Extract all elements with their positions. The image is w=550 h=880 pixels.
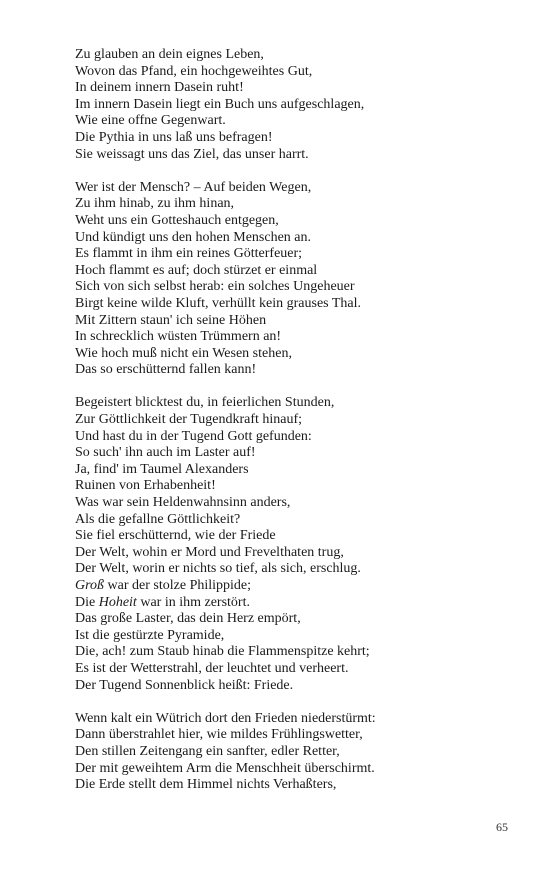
poem-line: Das große Laster, das dein Herz empört,: [75, 611, 301, 627]
poem-line: Ist die gestürzte Pyramide,: [75, 627, 225, 643]
poem-line: Zu ihm hinab, zu ihm hinan,: [75, 196, 235, 212]
poem-line: Als die gefallne Göttlichkeit?: [75, 511, 241, 527]
line-text: war in ihm zerstört.: [136, 594, 250, 610]
poem-line: [75, 595, 515, 612]
poem-line: Die Pythia in uns laß uns befragen!: [75, 129, 273, 145]
poem-line: Zur Göttlichkeit der Tugendkraft hinauf;: [75, 412, 303, 428]
italic-word: Hoheit: [98, 594, 137, 610]
poem-line: Ja, find' im Taumel Alexanders: [75, 461, 249, 477]
poem-line: Der Welt, wohin er Mord und Frevelthaten trug,: [75, 544, 344, 560]
poem-line: Sie fiel erschütternd, wie der Friede: [75, 528, 276, 544]
poem-line: Wenn kalt ein Wütrich dort den Frieden niederstürmt:: [75, 710, 376, 726]
poem-line: Ruinen von Erhabenheit!: [75, 478, 216, 494]
poem-line: In deinem innern Dasein ruht!: [75, 80, 244, 96]
poem-line: Die, ach! zum Staub hinab die Flammenspitze kehrt;: [75, 644, 370, 660]
poem-line: Und hast du in der Tugend Gott gefunden:: [75, 428, 312, 444]
poem-text: [75, 47, 515, 810]
poem-line: Der mit geweihtem Arm die Menschheit überschirmt.: [75, 760, 375, 776]
poem-line: Mit Zittern staun' ich seine Höhen: [75, 312, 267, 328]
poem-line: Sie weissagt uns das Ziel, das unser harrt.: [75, 146, 309, 162]
poem-line: Wovon das Pfand, ein hochgeweihtes Gut,: [75, 63, 313, 79]
poem-line: In schrecklich wüsten Trümmern an!: [75, 329, 282, 345]
poem-line: Wer ist der Mensch? – Auf beiden Wegen,: [75, 179, 312, 195]
poem-line: Es flammt in ihm ein reines Götterfeuer;: [75, 246, 303, 262]
poem-line: Den stillen Zeitengang ein sanfter, edler Retter,: [75, 743, 340, 759]
poem-line: Birgt keine wilde Kluft, verhüllt kein grauses Thal.: [75, 295, 362, 311]
poem-line: Dann überstrahlet hier, wie mildes Frühlingswetter,: [75, 727, 363, 743]
page-number: 65: [496, 820, 508, 834]
stanza: [75, 47, 515, 163]
poem-line: [75, 578, 515, 595]
poem-line: Der Tugend Sonnenblick heißt: Friede.: [75, 677, 294, 693]
poem-line: Im innern Dasein liegt ein Buch uns aufgeschlagen,: [75, 96, 365, 112]
poem-line: So such' ihn auch im Laster auf!: [75, 445, 256, 461]
poem-line: Wie eine offne Gegenwart.: [75, 113, 226, 129]
poem-line: Es ist der Wetterstrahl, der leuchtet und verheert.: [75, 660, 349, 676]
poem-line: Der Welt, worin er nichts so tief, als sich, erschlug.: [75, 561, 361, 577]
stanza: [75, 180, 515, 379]
poem-line: Wie hoch muß nicht ein Wesen stehen,: [75, 345, 292, 361]
poem-line: Die Erde stellt dem Himmel nichts Verhaßters,: [75, 777, 337, 793]
stanza: [75, 711, 515, 794]
stanza: [75, 395, 515, 694]
poem-line: Sich von sich selbst herab: ein solches Ungeheuer: [75, 279, 355, 295]
poem-line: Weht uns ein Gotteshauch entgegen,: [75, 212, 279, 228]
poem-line: Hoch flammt es auf; doch stürzet er einmal: [75, 262, 318, 278]
poem-line: Was war sein Heldenwahnsinn anders,: [75, 495, 291, 511]
italic-word: Groß: [75, 578, 105, 593]
poem-line: Und kündigt uns den hohen Menschen an.: [75, 229, 312, 245]
line-text: war der stolze Philippide;: [104, 578, 252, 593]
poem-line: Begeistert blicktest du, in feierlichen Stunden,: [75, 395, 335, 411]
poem-line: Das so erschütternd fallen kann!: [75, 362, 257, 378]
poem-line: Zu glauben an dein eignes Leben,: [75, 47, 264, 62]
line-text: Die: [75, 594, 99, 610]
